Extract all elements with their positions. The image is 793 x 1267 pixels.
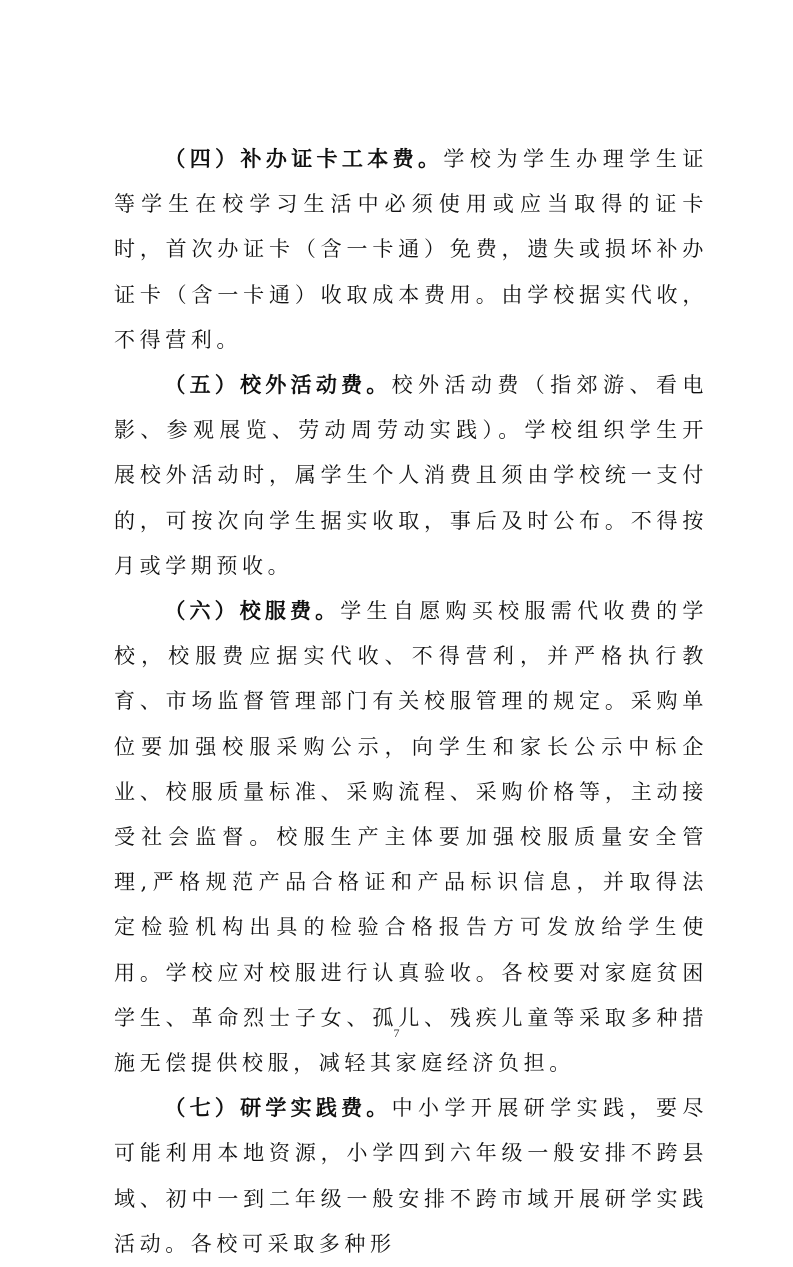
- paragraph-text: 中小学开展研学实践，要尽可能利用本地资源，小学四到六年级一般安排不跨县域、初中一到二年级一般安排不跨市域开展研学实践活动。各校可采取多种形: [114, 1096, 708, 1256]
- paragraph-heading: （四）补办证卡工本费。: [164, 147, 444, 171]
- paragraph-text: 学生自愿购买校服需代收费的学校，校服费应据实代收、不得营利，并严格执行教育、市场监督管理部门有关校服管理的规定。采购单位要加强校服采购公示，向学生和家长公示中标企业、校服质量标准、采购流程、采购价格等，主动接受社会监督。校服生产主体要加强校服质量安全管理,严格规范产品合格证和产品标识信息，并取得法定检验机构出具的检验合格报告方可发放给学生使用。学校应对校服进行认真验收。各校要对家庭贫困学生、革命烈士子女、孤儿、残疾儿童等采取多种措施无偿提供校服，减轻其家庭经济负担。: [114, 599, 708, 1076]
- paragraph-text: 校外活动费（指郊游、看电影、参观展览、劳动周劳动实践）。学校组织学生开展校外活动时，属学生个人消费且须由学校统一支付的，可按次向学生据实收取，事后及时公布。不得按月或学期预收。: [114, 373, 708, 578]
- paragraph-heading: （七）研学实践费。: [164, 1096, 392, 1121]
- paragraph-school-uniform-fee: [114, 589, 708, 1086]
- paragraph-supplementary-card-fee: [114, 137, 708, 363]
- document-body: [114, 137, 708, 1267]
- paragraph-heading: （五）校外活动费。: [164, 373, 392, 398]
- paragraph-heading: （六）校服费。: [164, 599, 341, 624]
- paragraph-study-practice-fee: [114, 1086, 708, 1267]
- paragraph-text: 学校为学生办理学生证等学生在校学习生活中必须使用或应当取得的证卡时，首次办证卡（含一卡通）免费，遗失或损坏补办证卡（含一卡通）收取成本费用。由学校据实代收，不得营利。: [114, 147, 708, 352]
- paragraph-off-campus-activity-fee: [114, 363, 708, 589]
- page-number: 7: [393, 1026, 400, 1040]
